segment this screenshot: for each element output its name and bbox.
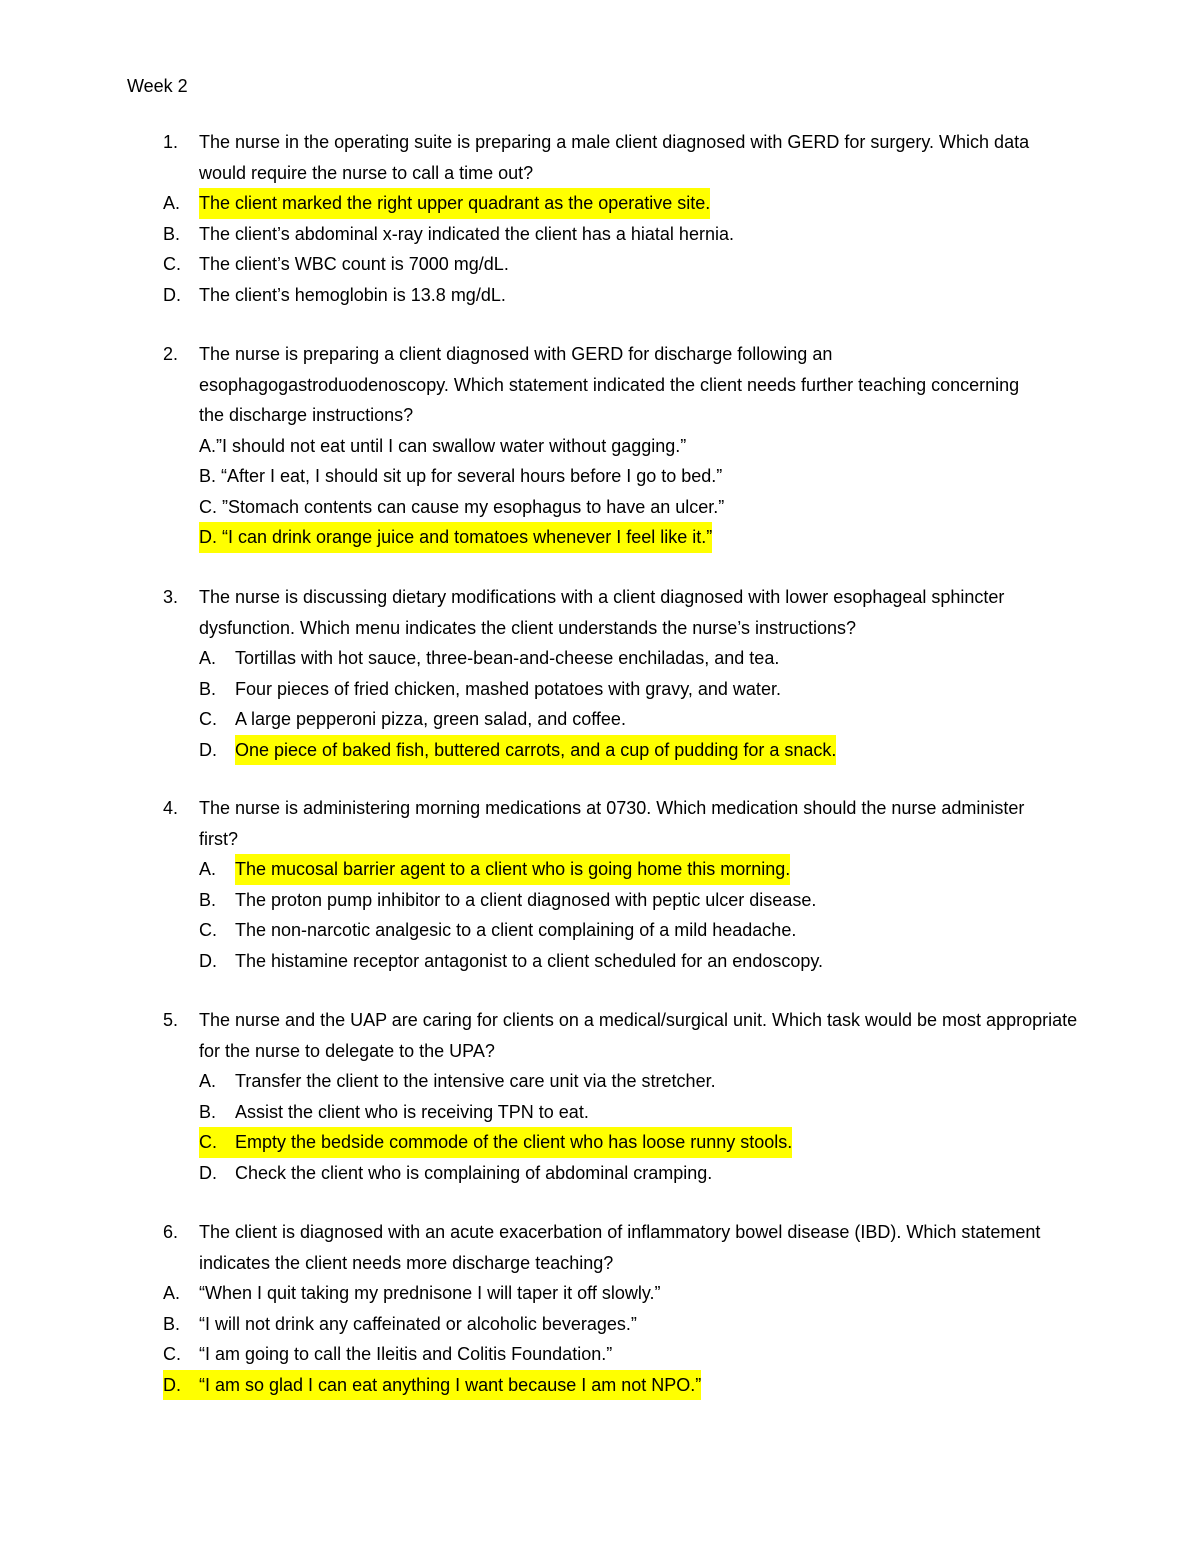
option-text: The proton pump inhibitor to a client diagnosed with peptic ulcer disease.	[235, 889, 817, 910]
option-letter: D.	[199, 739, 217, 760]
option-text-correct: D. “I can drink orange juice and tomatoes whenever I feel like it.”	[199, 522, 712, 553]
question-number: 6.	[163, 1222, 179, 1242]
option-text: Transfer the client to the intensive care unit via the stretcher.	[235, 1071, 716, 1091]
option-letter: A.	[163, 1283, 181, 1303]
question-2	[163, 339, 1093, 553]
option-letter: C.	[199, 1127, 235, 1158]
option-text: The client’s abdominal x-ray indicated the client has a hiatal hernia.	[199, 223, 734, 244]
option-letter: C.	[163, 254, 181, 274]
option-text: Check the client who is complaining of abdominal cramping.	[235, 1162, 713, 1183]
option-c	[163, 1127, 1093, 1158]
option-letter: D.	[163, 1370, 199, 1401]
question-text: The nurse is discussing dietary modifications with a client diagnosed with lower esophageal sphincter dysfunction. Which menu indicates the client understands the nurse’s instructions?	[199, 587, 1005, 638]
option-text: Tortillas with hot sauce, three-bean-and-cheese enchiladas, and tea.	[235, 648, 780, 668]
option-a	[163, 643, 1093, 674]
option-text-correct: “I am so glad I can eat anything I want because I am not NPO.”	[199, 1370, 701, 1401]
option-text: “I will not drink any caffeinated or alcoholic beverages.”	[199, 1313, 637, 1334]
option-letter: C.	[199, 920, 217, 940]
option-text: The client’s WBC count is 7000 mg/dL.	[199, 254, 509, 274]
option-text: Assist the client who is receiving TPN to eat.	[235, 1101, 589, 1122]
option-b	[163, 219, 1093, 250]
option-text-correct: One piece of baked fish, buttered carrots, and a cup of pudding for a snack.	[235, 735, 836, 766]
question-text: The nurse and the UAP are caring for clients on a medical/surgical unit. Which task would be most appropriate for the nurse to delegate to the UPA?	[199, 1010, 1078, 1061]
option-text-correct: The mucosal barrier agent to a client who is going home this morning.	[235, 854, 790, 885]
option-b	[163, 674, 1093, 705]
option-c	[163, 915, 1093, 946]
question-6	[163, 1217, 1093, 1400]
option-c	[163, 704, 1093, 735]
question-5	[163, 1005, 1093, 1188]
option-text: “When I quit taking my prednisone I will taper it off slowly.”	[199, 1283, 661, 1303]
question-text: The nurse is preparing a client diagnosed with GERD for discharge following an esophagogastroduodenoscopy. Which statement indicated the client needs further teaching concerning the discharge instructions?	[199, 344, 1020, 425]
option-letter: B.	[199, 889, 217, 910]
option-letter: A.	[199, 1071, 217, 1091]
question-text: The nurse in the operating suite is preparing a male client diagnosed with GERD for surgery. Which data would require the nurse to call a time out?	[199, 132, 1030, 183]
option-text-correct: The client marked the right upper quadrant as the operative site.	[199, 188, 710, 219]
question-3	[163, 582, 1093, 765]
option-c	[163, 492, 1093, 523]
option-text: B. “After I eat, I should sit up for several hours before I go to bed.”	[199, 466, 723, 486]
option-letter: D.	[163, 284, 181, 305]
option-letter: B.	[199, 678, 217, 699]
option-text: The non-narcotic analgesic to a client complaining of a mild headache.	[235, 920, 797, 940]
option-letter: C.	[199, 709, 217, 729]
option-d	[163, 280, 1093, 311]
option-b	[163, 461, 1093, 492]
option-b	[163, 885, 1093, 916]
option-a	[163, 431, 1093, 462]
option-text: Four pieces of fried chicken, mashed potatoes with gravy, and water.	[235, 678, 781, 699]
option-letter: D.	[199, 950, 217, 971]
option-text: A.”I should not eat until I can swallow water without gagging.”	[199, 435, 687, 456]
option-letter: A.	[199, 859, 217, 879]
option-a	[163, 1066, 1093, 1097]
question-4	[163, 793, 1093, 976]
option-text: “I am going to call the Ileitis and Colitis Foundation.”	[199, 1344, 613, 1364]
question-number: 3.	[163, 587, 179, 607]
question-number: 5.	[163, 1010, 179, 1030]
option-letter: B.	[163, 1313, 181, 1334]
option-text: C. ”Stomach contents can cause my esophagus to have an ulcer.”	[199, 496, 725, 517]
option-letter: B.	[163, 223, 181, 244]
option-c	[163, 249, 1093, 280]
option-letter: A.	[199, 648, 217, 668]
question-number: 1.	[163, 132, 179, 152]
option-a	[163, 854, 1093, 885]
option-letter: B.	[199, 1101, 217, 1122]
option-a	[163, 188, 1093, 219]
option-d	[163, 522, 1093, 553]
option-letter: C.	[163, 1344, 181, 1364]
option-letter: D.	[199, 1162, 217, 1183]
option-text-correct: Empty the bedside commode of the client who has loose runny stools.	[235, 1127, 792, 1158]
option-b	[163, 1309, 1093, 1340]
option-letter: A.	[163, 193, 181, 213]
option-a	[163, 1278, 1093, 1309]
question-text: The nurse is administering morning medications at 0730. Which medication should the nurse administer first?	[199, 798, 1025, 849]
option-text: A large pepperoni pizza, green salad, and coffee.	[235, 709, 626, 729]
option-text: The client’s hemoglobin is 13.8 mg/dL.	[199, 284, 506, 305]
option-d	[163, 946, 1093, 977]
option-d	[163, 1370, 1093, 1401]
question-number: 4.	[163, 798, 179, 818]
page-header: Week 2	[127, 76, 188, 96]
option-d	[163, 735, 1093, 766]
question-1	[163, 127, 1093, 310]
question-number: 2.	[163, 344, 179, 364]
option-d	[163, 1158, 1093, 1189]
option-text: The histamine receptor antagonist to a client scheduled for an endoscopy.	[235, 950, 824, 971]
option-b	[163, 1097, 1093, 1128]
option-c	[163, 1339, 1093, 1370]
question-text: The client is diagnosed with an acute exacerbation of inflammatory bowel disease (IBD). Which statement indicates the client needs more discharge teaching?	[199, 1222, 1041, 1273]
